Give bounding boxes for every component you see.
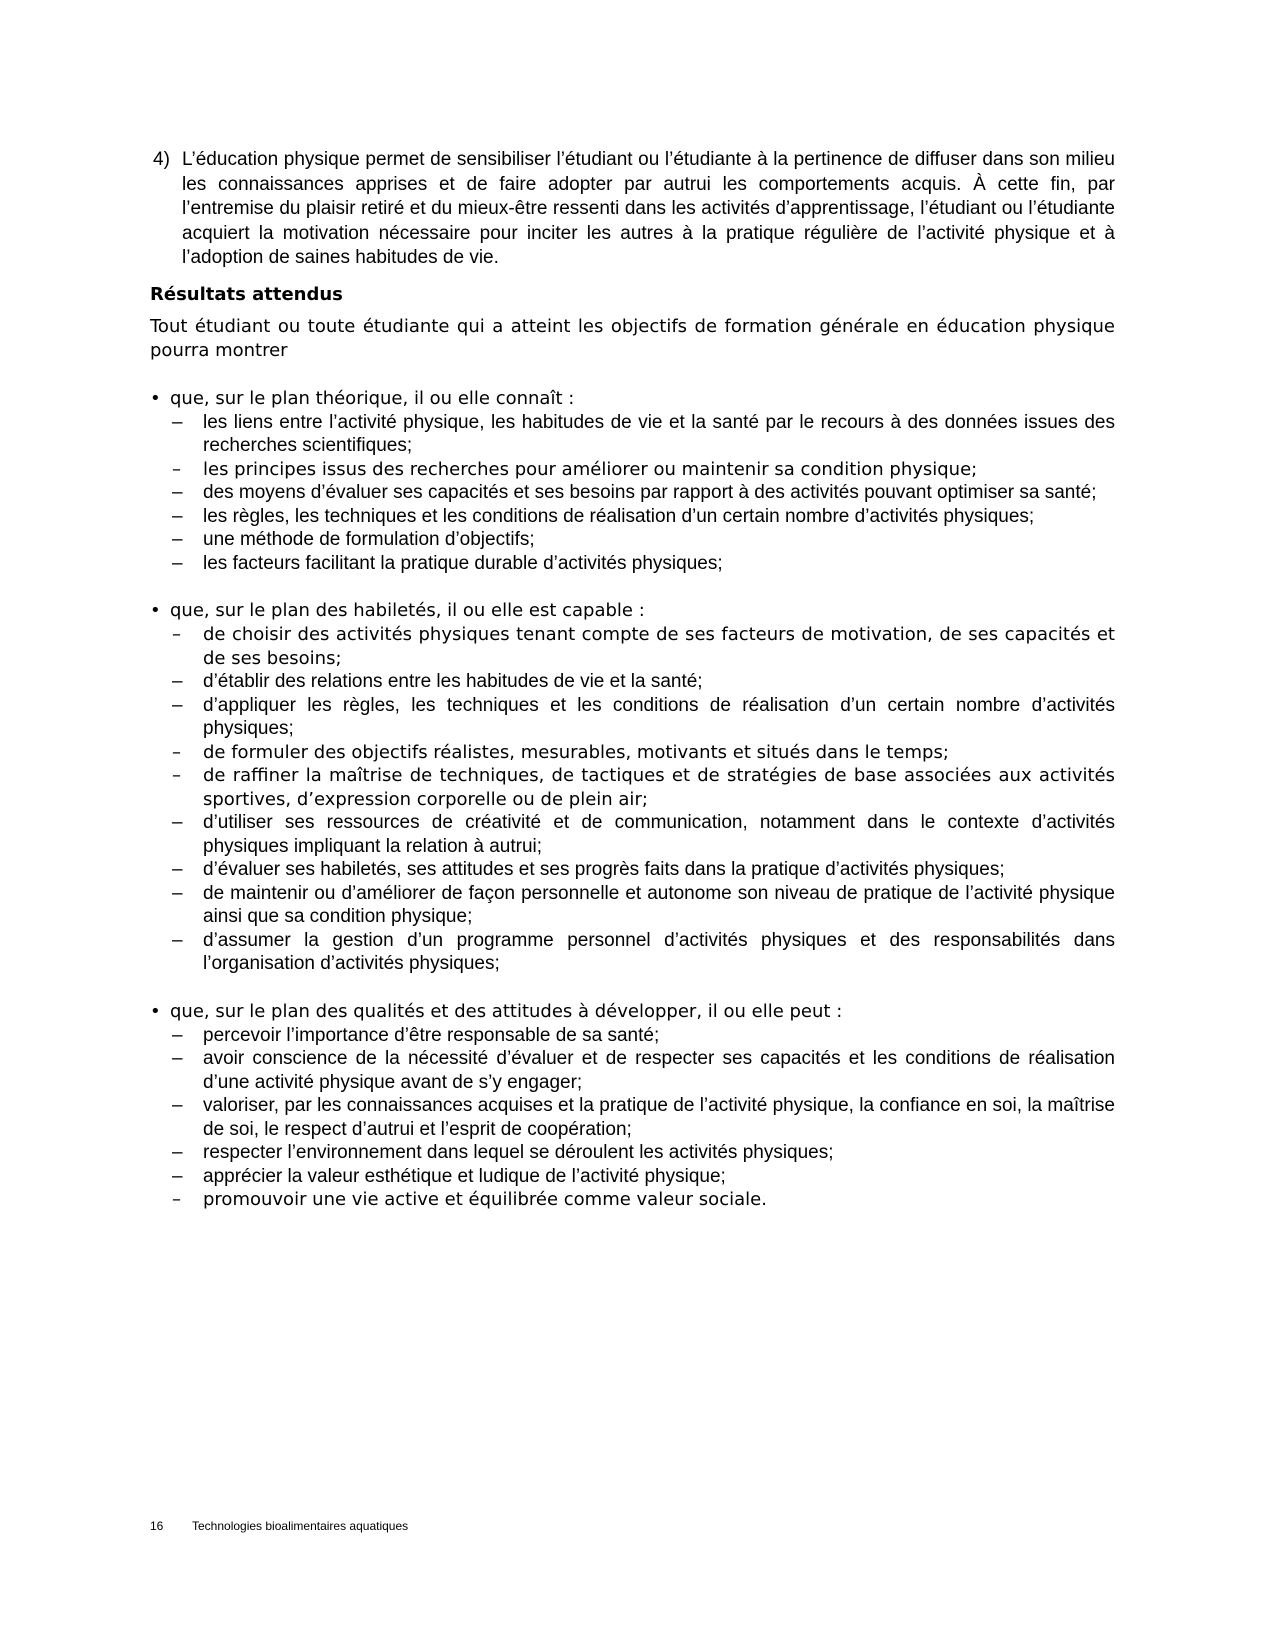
list-item: – d’assumer la gestion d’un programme personnel d’activités physiques et des responsabilités dans l’organisation d’activités physiques; — [172, 929, 1115, 974]
page-footer — [150, 1519, 408, 1533]
list-item: – les facteurs facilitant la pratique durable d’activités physiques; — [172, 552, 723, 574]
section-skills — [150, 599, 1115, 976]
dash-icon: – — [172, 929, 183, 951]
intro-paragraph: Tout étudiant ou toute étudiante qui a atteint les objectifs de formation générale en éducation physique pourra montrer — [150, 315, 1115, 361]
list-item: – apprécier la valeur esthétique et ludique de l’activité physique; — [172, 1165, 726, 1187]
bullet-title: que, sur le plan des qualités et des attitudes à développer, il ou elle peut : — [170, 1000, 843, 1022]
dash-icon: – — [172, 1095, 183, 1116]
dash-icon: – — [172, 882, 183, 904]
list-item: – une méthode de formulation d’objectifs; — [172, 529, 535, 550]
list-item: – d’utiliser ses ressources de créativité et de communication, notamment dans le contexte d’activités physiques impliquant la relation à autrui; — [172, 812, 1115, 857]
bullet-icon: • — [150, 600, 161, 621]
bullet-item — [150, 387, 1115, 411]
dash-list — [150, 411, 1115, 576]
bullet-icon: • — [150, 387, 161, 409]
bullet-title: que, sur le plan théorique, il ou elle connaît : — [170, 387, 575, 409]
dash-icon: – — [172, 552, 183, 574]
list-item: – les principes issus des recherches pour améliorer ou maintenir sa condition physique; — [172, 458, 978, 480]
dash-icon: – — [172, 1142, 183, 1163]
list-item: – d’établir des relations entre les habitudes de vie et la santé; — [172, 671, 703, 692]
dash-icon: – — [172, 505, 183, 527]
dash-icon: – — [172, 411, 183, 433]
dash-icon: – — [172, 1165, 183, 1187]
list-item: – des moyens d’évaluer ses capacités et ses besoins par rapport à des activités pouvant optimiser sa santé; — [172, 482, 1097, 503]
list-item: – valoriser, par les connaissances acquises et la pratique de l’activité physique, la confiance en soi, la maîtrise de soi, le respect d’autrui et l’esprit de coopération; — [172, 1095, 1115, 1140]
dash-icon: – — [172, 859, 183, 880]
list-item: – respecter l’environnement dans lequel se déroulent les activités physiques; — [172, 1142, 834, 1163]
list-item: – avoir conscience de la nécessité d’évaluer et de respecter ses capacités et les conditions de réalisation d’une activité physique avant de s’y engager; — [172, 1048, 1115, 1093]
dash-icon: – — [172, 765, 181, 786]
dash-icon: – — [172, 458, 181, 480]
dash-icon: – — [172, 812, 183, 833]
item-text: L’éducation physique permet de sensibiliser l’étudiant ou l’étudiante à la pertinence de diffuser dans son milieu les connaissances apprises et de faire adopter par autrui les comportements acquis. À cette fin, par l’entremise du plaisir retiré et du mieux-être ressenti dans les activités d’apprentissage, l’étudiant ou l’étudiante acquiert la motivation nécessaire pour inciter les autres à la pratique régulière de l’activité physique et à l’adoption de saines habitudes de vie. — [182, 149, 1115, 268]
list-item: – de formuler des objectifs réalistes, mesurables, motivants et situés dans le temps; — [172, 741, 949, 763]
section-heading: Résultats attendus — [150, 283, 343, 305]
dash-icon: – — [172, 671, 183, 692]
document-page — [150, 148, 1115, 1212]
list-item: – promouvoir une vie active et équilibrée comme valeur sociale. — [172, 1189, 767, 1210]
numbered-paragraph-4 — [150, 148, 1115, 271]
list-item: – les règles, les techniques et les conditions de réalisation d’un certain nombre d’activités physiques; — [172, 505, 1035, 527]
bullet-item — [150, 599, 1115, 623]
dash-list — [150, 1024, 1115, 1212]
dash-icon: – — [172, 624, 181, 645]
dash-icon: – — [172, 529, 183, 550]
list-item: – de choisir des activités physiques tenant compte de ses facteurs de motivation, de ses capacités et de ses besoins; — [172, 624, 1115, 669]
list-item: – d’évaluer ses habiletés, ses attitudes et ses progrès faits dans la pratique d’activités physiques; — [172, 859, 1005, 880]
page-number: 16 — [150, 1519, 164, 1533]
bullet-icon: • — [150, 1000, 161, 1022]
dash-icon: – — [172, 1189, 181, 1210]
bullet-item — [150, 1000, 1115, 1024]
section-attitudes — [150, 1000, 1115, 1212]
bullet-title: que, sur le plan des habiletés, il ou elle est capable : — [170, 600, 645, 621]
dash-icon: – — [172, 1048, 183, 1069]
dash-icon: – — [172, 482, 183, 503]
item-number: 4) — [153, 149, 170, 170]
dash-list — [150, 623, 1115, 976]
list-item: – de raffiner la maîtrise de techniques, de tactiques et de stratégies de base associées aux activités sportives, d’expression corporelle ou de plein air; — [172, 765, 1115, 810]
dash-icon: – — [172, 694, 183, 716]
list-item: – de maintenir ou d’améliorer de façon personnelle et autonome son niveau de pratique de l’activité physique ainsi que sa condition physique; — [172, 882, 1115, 927]
dash-icon: – — [172, 1024, 183, 1046]
dash-icon: – — [172, 741, 181, 763]
footer-title: Technologies bioalimentaires aquatiques — [192, 1519, 409, 1533]
list-item: – percevoir l’importance d’être responsable de sa santé; — [172, 1024, 660, 1046]
list-item: – les liens entre l’activité physique, les habitudes de vie et la santé par le recours à des données issues des recherches scientifiques; — [172, 411, 1115, 456]
list-item: – d’appliquer les règles, les techniques et les conditions de réalisation d’un certain nombre d’activités physiques; — [172, 694, 1115, 739]
section-theoretical — [150, 387, 1115, 576]
